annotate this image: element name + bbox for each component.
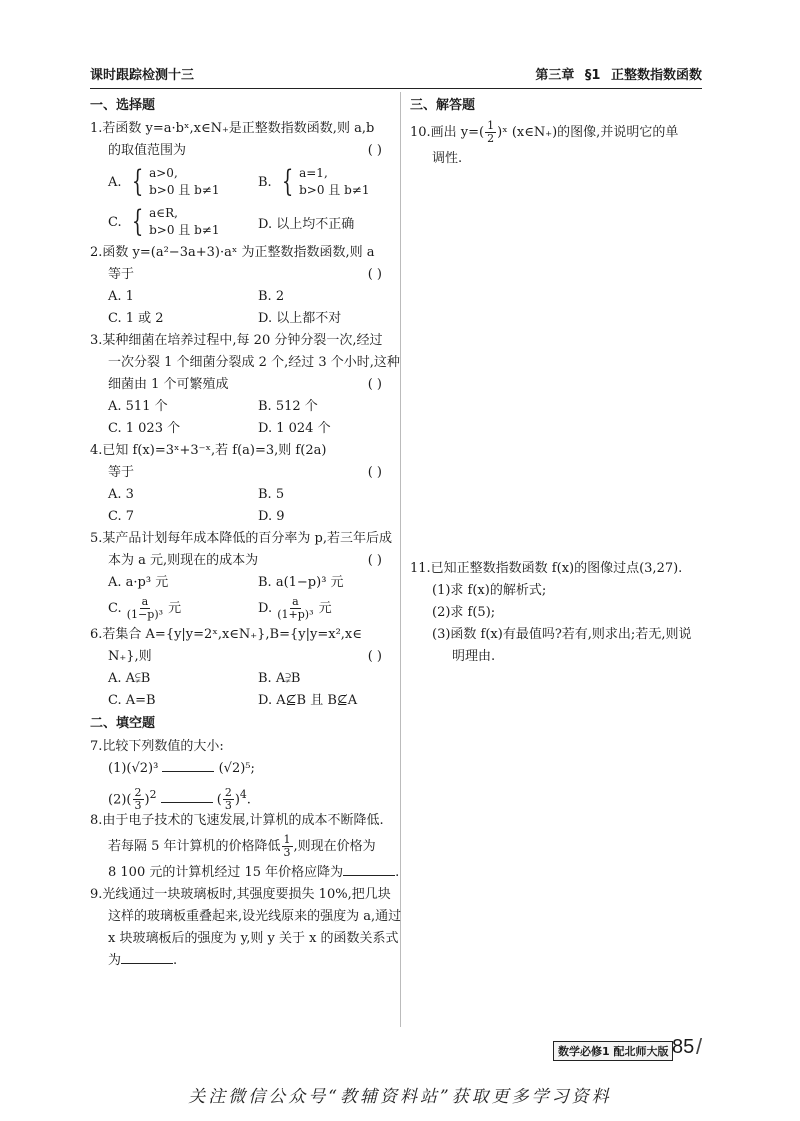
q4-option-a: A. 3 (108, 487, 134, 502)
q7-part-2: (2)( $\frac{2}{3}$ )$^2$ ( $\frac{2}{3}$ )$^4$. (108, 786, 251, 813)
column-divider (400, 92, 401, 1027)
q9-stem-line1: 9.光线通过一块玻璃板时,其强度要损失 10%,把几块 (90, 887, 391, 902)
q6-option-b: B. A⫌B (258, 671, 301, 686)
section-title-fill: 二、填空题 (90, 716, 156, 731)
section-title-choice: 一、选择题 (90, 98, 156, 113)
answer-paren: ( ) (367, 465, 382, 480)
q3-option-b: B. 512 个 (258, 399, 318, 414)
q5-stem-line1: 5.某产品计划每年成本降低的百分率为 p,若三年后成 (90, 531, 392, 546)
q11-part-2: (2)求 f(5); (432, 605, 496, 620)
q7-part-1: (1)(√2)³ (√2)⁵; (90, 758, 390, 780)
page-slash: / (696, 1034, 703, 1059)
answer-paren: ( ) (367, 553, 382, 568)
question-4 (90, 440, 390, 528)
q3-option-a: A. 511 个 (108, 399, 168, 414)
question-5 (90, 528, 390, 624)
q1-option-d: D. 以上均不正确 (258, 216, 355, 232)
q11-stem: 11.已知正整数指数函数 f(x)的图像过点(3,27). (410, 561, 683, 576)
q5-option-a: A. a·p³ 元 (108, 575, 169, 590)
q9-stem-line4: 为 . (90, 950, 390, 972)
wechat-note: 关注微信公众号“教辅资料站”获取更多学习资料 (188, 1087, 612, 1107)
q9-stem-line2: 这样的玻璃板重叠起来,设光线原来的强度为 a,通过 (108, 909, 402, 924)
q11-part-1: (1)求 f(x)的解析式; (432, 583, 547, 598)
q4-stem-line2: 等于 ( ) (90, 462, 390, 484)
q5-option-d: D. $\frac{a}{\text{(1+p)³}}$ 元 (258, 595, 332, 621)
answer-paren: ( ) (367, 649, 382, 664)
q8-stem-line1: 8.由于电子技术的飞速发展,计算机的成本不断降低. (90, 813, 384, 828)
q11-part-3-cont: 明理由. (452, 649, 496, 664)
q1-stem-line2: 的取值范围为 ( ) (90, 140, 390, 162)
q3-stem-line1: 3.某种细菌在培养过程中,每 20 分钟分裂一次,经过 (90, 333, 383, 348)
q3-option-d: D. 1 024 个 (258, 421, 331, 436)
question-10 (410, 118, 704, 170)
page-header-title: 课时跟踪检测十三 (90, 68, 195, 83)
q1-option-a: A. { a>0, b>0 且 b≠1 (108, 164, 220, 199)
answer-paren: ( ) (367, 143, 382, 158)
fill-blank (121, 950, 173, 964)
fill-blank (162, 758, 214, 772)
question-11 (410, 558, 704, 668)
right-column (410, 94, 704, 664)
q4-stem-line1: 4.已知 f(x)=3ˣ+3⁻ˣ,若 f(a)=3,则 f(2a) (90, 443, 327, 458)
page-header-chapter: 第三章 §1 正整数指数函数 (535, 68, 702, 83)
answer-paren: ( ) (367, 377, 382, 392)
left-column (90, 94, 402, 972)
q6-option-c: C. A=B (108, 693, 156, 708)
fill-blank (343, 862, 395, 876)
q2-option-c: C. 1 或 2 (108, 311, 164, 326)
q8-stem-line3: 8 100 元的计算机经过 15 年价格应降为 . (90, 862, 390, 884)
q8-stem-line2: 若每隔 5 年计算机的价格降低 $\frac{1}{3}$ ,则现在价格为 (108, 833, 376, 859)
question-2 (90, 242, 390, 330)
q10-stem-line2: 调性. (432, 151, 463, 166)
q6-stem-line2: N₊},则 ( ) (90, 646, 390, 668)
q4-option-c: C. 7 (108, 509, 135, 524)
q3-stem-line2: 一次分裂 1 个细菌分裂成 2 个,经过 3 个小时,这种 (108, 355, 400, 370)
q2-option-b: B. 2 (258, 289, 285, 304)
q1-stem-line1: 1.若函数 y=a·bˣ,x∈N₊是正整数指数函数,则 a,b (90, 121, 375, 136)
q2-option-a: A. 1 (108, 289, 134, 304)
q5-option-b: B. a(1−p)³ 元 (258, 575, 344, 590)
q2-stem-line1: 2.函数 y=(a²−3a+3)·aˣ 为正整数指数函数,则 a (90, 245, 375, 260)
question-8 (90, 810, 400, 884)
q10-stem-line1: 10.画出 y=( $\frac{1}{2}$ )ˣ (x∈N₊)的图像,并说明它的单 (410, 119, 679, 145)
q5-option-c: C. $\frac{a}{\text{(1−p)³}}$ 元 (108, 595, 182, 621)
q11-part-3: (3)函数 f(x)有最值吗?若有,则求出;若无,则说 (432, 627, 692, 642)
q1-option-b: B. { a=1, b>0 且 b≠1 (258, 164, 370, 199)
header-rule (90, 88, 702, 89)
q9-stem-line3: x 块玻璃板后的强度为 y,则 y 关于 x 的函数关系式 (108, 931, 399, 946)
q5-stem-line2: 本为 a 元,则现在的成本为 ( ) (90, 550, 390, 572)
section-title-answer: 三、解答题 (410, 98, 476, 113)
answer-paren: ( ) (367, 267, 382, 282)
page-number: 85 (672, 1036, 695, 1058)
q6-option-d: D. A⊈B 且 B⊈A (258, 693, 358, 708)
q1-option-c: C. { a∈R, b>0 且 b≠1 (108, 204, 220, 239)
q7-stem: 7.比较下列数值的大小: (90, 739, 224, 754)
question-9 (90, 884, 402, 972)
question-6 (90, 624, 390, 712)
q6-option-a: A. A⫋B (108, 671, 151, 686)
q6-stem-line1: 6.若集合 A={y|y=2ˣ,x∈N₊},B={y|y=x²,x∈ (90, 627, 362, 642)
q3-stem-line3: 细菌由 1 个可繁殖成 ( ) (90, 374, 390, 396)
q4-option-b: B. 5 (258, 487, 285, 502)
question-7 (90, 736, 390, 813)
q3-option-c: C. 1 023 个 (108, 421, 181, 436)
q4-option-d: D. 9 (258, 509, 285, 524)
q2-stem-line2: 等于 ( ) (90, 264, 390, 286)
question-3 (90, 330, 400, 440)
q2-option-d: D. 以上都不对 (258, 311, 342, 326)
book-label: 数学必修1 配北师大版 (553, 1041, 673, 1061)
fill-blank (161, 789, 213, 803)
question-1 (90, 118, 390, 242)
